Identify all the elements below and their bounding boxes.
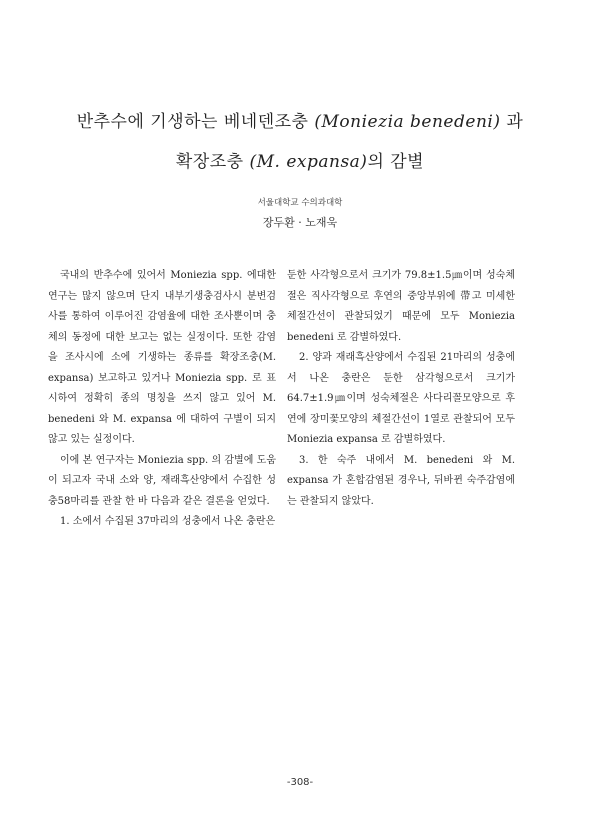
title-tail-1: 과 (500, 112, 524, 132)
left-paragraph-1: 국내의 반추수에 있어서 Moniezia spp. 에대한 연구는 많지 않으며 단지 내부기생충검사시 분변검사를 통하여 이루어진 감염율에 대한 조사뿐이며 충체의 동정에 대한 보고는 없는 실정이다. 또한 감염을 조사시에 소에 기생하는 종류를 확장조충(M. expansa) 보고하고 있거나 Moniezia spp. 로 표시하여 정확히 종의 명칭을 쓰지 않고 있어 M. benedeni 와 M. expansa 에 대하여 구별이 되지 않고 있는 실정이다. (48, 270, 276, 445)
left-column (48, 266, 276, 533)
title-species-1: (Moniezia benedeni) (314, 112, 501, 132)
title-line-2 (0, 142, 600, 182)
affiliation: 서울대학교 수의과대학 (257, 198, 343, 208)
left-paragraph-2: 이에 본 연구자는 Moniezia spp. 의 감별에 도움이 되고자 국내 소와 양, 재래흑산양에서 수집한 성충58마리를 관찰 한 바 다음과 같은 결론을 얻었다. (48, 454, 276, 507)
authors: 장두환 · 노재욱 (262, 216, 338, 229)
right-paragraph-1: 둔한 사각형으로서 크기가 79.8±1.5㎛이며 성숙체절은 직사각형으로 후연의 중앙부위에 帶고 미세한 체절간선이 관찰되었기 때문에 모두 Moniezia benedeni 로 감별하였다. (287, 270, 515, 343)
page-number: -308- (286, 777, 314, 788)
right-paragraph-3: 3. 한 숙주 내에서 M. benedeni 와 M. expansa 가 혼합감염된 경우나, 뒤바뀐 숙주감염에는 관찰되지 않았다. (287, 454, 515, 507)
right-column (287, 266, 515, 512)
title-block (0, 102, 600, 182)
title-line-1 (0, 102, 600, 142)
right-paragraph-2: 2. 양과 재래흑산양에서 수집된 21마리의 성충에서 나온 충란은 둔한 삼각형으로서 크기가 64.7±1.9㎛이며 성숙체절은 사다리꼴모양으로 후연에 장미꽃모양의 체절간선이 1열로 관찰되어 모두 Moniezia expansa 로 감별하였다. (287, 352, 515, 445)
title-tail-2: 의 감별 (367, 152, 425, 172)
title-species-2: (M. expansa) (249, 152, 368, 172)
title-text-1: 반추수에 기생하는 베네덴조충 (76, 112, 315, 132)
left-paragraph-3: 1. 소에서 수집된 37마리의 성충에서 나온 충란은 (60, 516, 276, 527)
title-text-2: 확장조충 (175, 152, 250, 172)
